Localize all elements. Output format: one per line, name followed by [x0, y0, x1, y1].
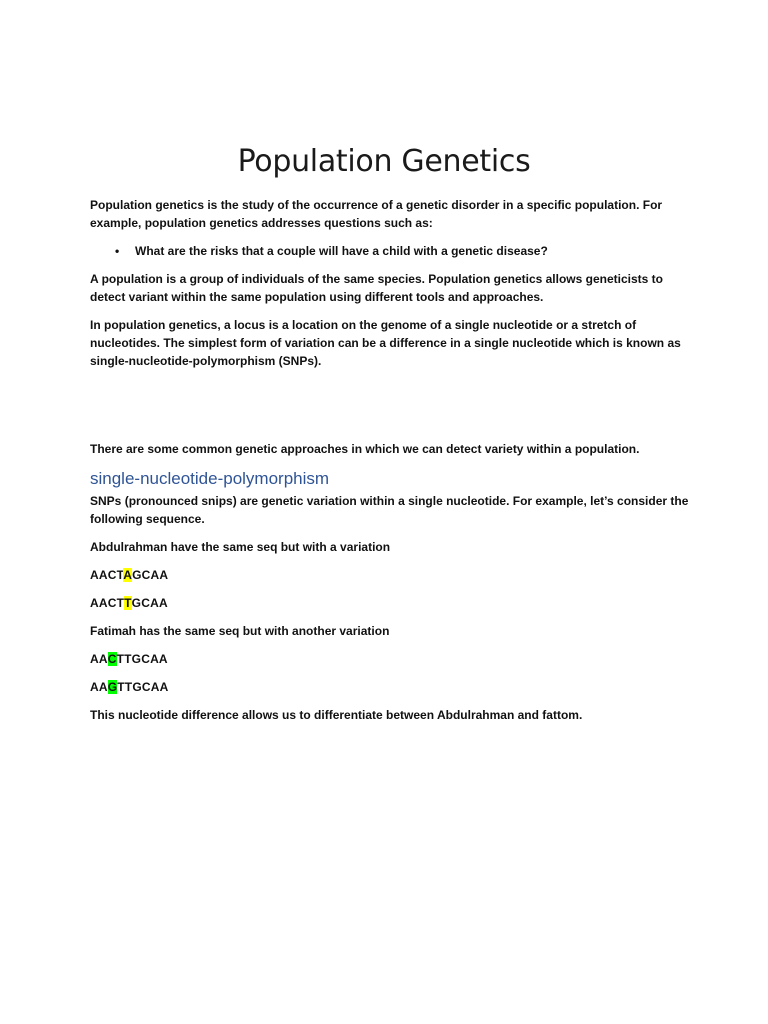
- blank-space: [90, 380, 690, 440]
- seq-part: GCAA: [131, 596, 168, 610]
- section-heading: single-nucleotide-polymorphism: [90, 469, 330, 488]
- term-population: population: [101, 272, 163, 286]
- fatimah-line: Fatimah has the same seq but with another variation: [90, 624, 390, 638]
- highlighted-nucleotide: T: [124, 596, 132, 610]
- document-body: [90, 196, 690, 734]
- sequence-1: [90, 566, 690, 584]
- term-locus: locus: [234, 318, 266, 332]
- page-title: Population Genetics: [237, 144, 531, 180]
- term-snps: SNPs: [90, 494, 122, 508]
- highlighted-nucleotide: G: [107, 680, 118, 694]
- sequence-3: [90, 650, 690, 668]
- seq-part: AA: [90, 652, 108, 666]
- conclusion-paragraph: This nucleotide difference allows us to differentiate between Abdulrahman and fattom.: [90, 708, 583, 722]
- highlighted-nucleotide: C: [107, 652, 117, 666]
- bullet-icon: •: [115, 244, 120, 258]
- text-run: In population genetics, a: [90, 318, 235, 332]
- text-run: is a group of individuals of the same species. Population genetics allows geneticists to detect variant within the same population using different tools and approaches.: [90, 272, 663, 304]
- seq-part: AACT: [90, 596, 125, 610]
- locus-paragraph: [90, 316, 690, 370]
- list-item: [90, 242, 690, 260]
- sequence-2: [90, 594, 690, 612]
- snps-paragraph: [90, 492, 690, 528]
- bullet-text: What are the risks that a couple will have a child with a genetic disease?: [135, 244, 548, 258]
- seq-part: GCAA: [132, 568, 169, 582]
- seq-part: TTGCAA: [117, 680, 169, 694]
- text-run: (pronounced snips) are genetic variation within a single nucleotide. For example, let’s consider the following sequence.: [90, 494, 689, 526]
- population-paragraph: [90, 270, 690, 306]
- text-run: is a location on the genome of a single nucleotide or a stretch of nucleotides. The simplest form of variation can be a difference in a single nucleotide which is known as: [90, 318, 681, 350]
- seq-part: TTGCAA: [116, 652, 168, 666]
- text-run: A: [90, 272, 102, 286]
- intro-paragraph: Population genetics is the study of the occurrence of a genetic disorder in a specific population. For example, population genetics addresses questions such as:: [90, 198, 663, 230]
- text-run: .: [318, 354, 322, 368]
- seq-part: AA: [90, 680, 108, 694]
- approaches-paragraph: There are some common genetic approaches in which we can detect variety within a population.: [90, 442, 640, 456]
- sequence-4: [90, 678, 690, 696]
- abdulrahman-line: Abdulrahman have the same seq but with a variation: [90, 540, 391, 554]
- seq-part: AACT: [90, 568, 124, 582]
- highlighted-nucleotide: A: [123, 568, 133, 582]
- term-snps: single-nucleotide-polymorphism (SNPs): [90, 354, 319, 368]
